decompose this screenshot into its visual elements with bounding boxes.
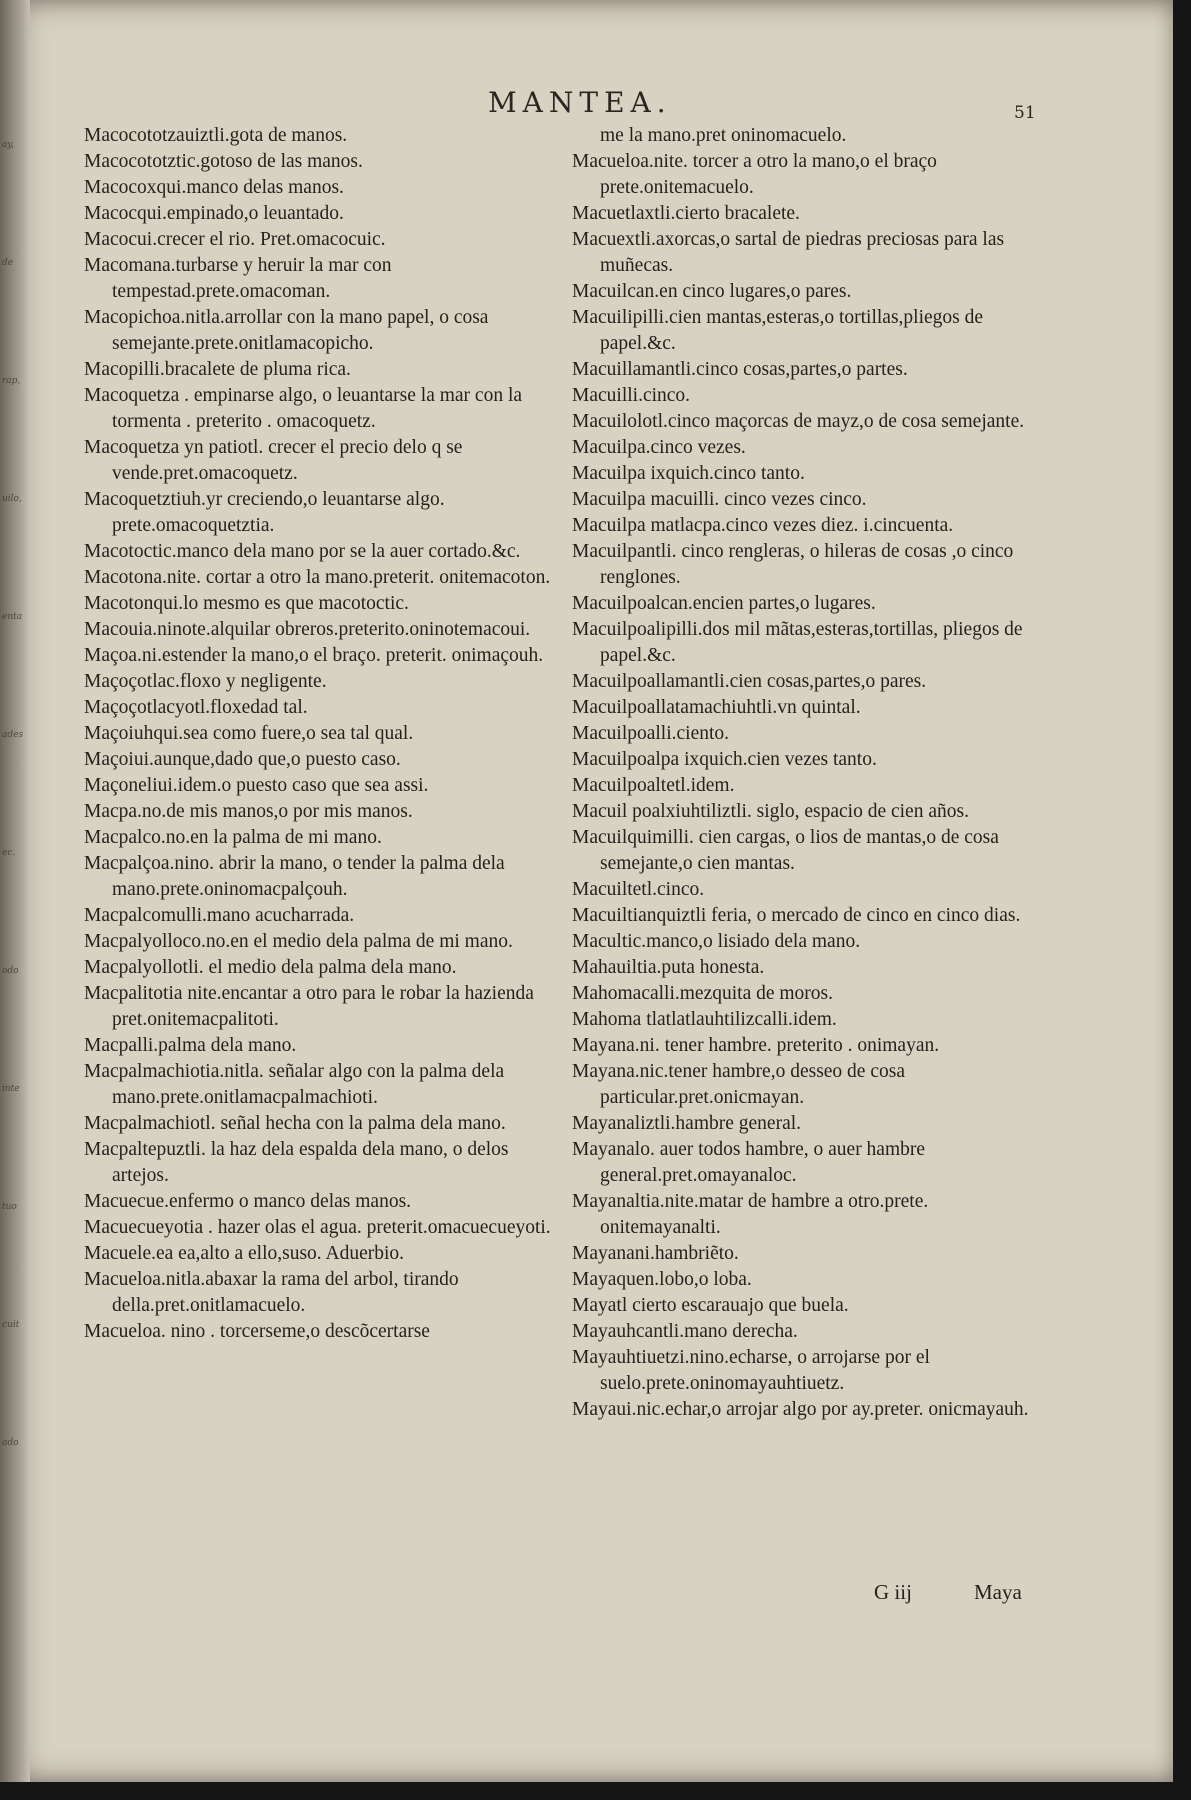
bleed-fragment: de bbox=[2, 258, 14, 268]
dictionary-entry: Macocototzauiztli.gota de manos. bbox=[84, 125, 348, 146]
bleed-fragment: ado bbox=[2, 1438, 19, 1448]
dictionary-entry: Macuetlaxtli.cierto bracalete. bbox=[572, 203, 800, 224]
dictionary-entry: Macuillamantli.cinco cosas,partes,o partes. bbox=[572, 359, 908, 380]
dictionary-entry: Macotonqui.lo mesmo es que macotoctic. bbox=[84, 593, 409, 614]
dictionary-entry: Macuilpantli. cinco rengleras, o hileras de cosas ,o cinco renglones. bbox=[572, 541, 1014, 588]
dictionary-entry: Macpalmachiotia.nitla. señalar algo con la palma dela mano.prete.onitlamacpalmachioti. bbox=[84, 1061, 505, 1108]
dictionary-entry: Mayanaliztli.hambre general. bbox=[572, 1113, 802, 1134]
dictionary-entry: Macuecueyotia . hazer olas el agua. preterit.omacuecueyoti. bbox=[84, 1217, 551, 1238]
dictionary-entry: Macueloa.nitla.abaxar la rama del arbol, tirando della.pret.onitlamacuelo. bbox=[84, 1269, 459, 1316]
dictionary-entry: Macpalçoa.nino. abrir la mano, o tender la palma dela mano.prete.oninomacpalçouh. bbox=[84, 853, 505, 900]
dictionary-entry: Macuilpoalcan.encien partes,o lugares. bbox=[572, 593, 876, 614]
dictionary-entry: Macpalyolloco.no.en el medio dela palma de mi mano. bbox=[84, 931, 513, 952]
dictionary-entry: Macueloa.nite. torcer a otro la mano,o el braço prete.onitemacuelo. bbox=[572, 151, 937, 198]
dictionary-entry: Macocoxqui.manco delas manos. bbox=[84, 177, 344, 198]
dictionary-entry: Mayaui.nic.echar,o arrojar algo por ay.preter. onicmayauh. bbox=[572, 1399, 1029, 1420]
dictionary-entry: Macuilpoallamantli.cien cosas,partes,o pares. bbox=[572, 671, 927, 692]
dictionary-entry: Mahomacalli.mezquita de moros. bbox=[572, 983, 834, 1004]
bleed-fragment: ades bbox=[2, 730, 24, 740]
bleed-fragment: enta bbox=[2, 612, 23, 622]
dictionary-entry: Mayanaltia.nite.matar de hambre a otro.prete. onitemayanalti. bbox=[572, 1191, 929, 1238]
dictionary-entry: Maçoçotlac.floxo y negligente. bbox=[84, 671, 327, 692]
dictionary-entry: Macuilpa.cinco vezes. bbox=[572, 437, 746, 458]
dictionary-entry: Mahauiltia.puta honesta. bbox=[572, 957, 765, 978]
dictionary-entry: Maçoiui.aunque,dado que,o puesto caso. bbox=[84, 749, 401, 770]
dictionary-entry: Macoquetza yn patiotl. crecer el precio delo q se vende.pret.omacoquetz. bbox=[84, 437, 463, 484]
dictionary-entry: Macopichoa.nitla.arrollar con la mano papel, o cosa semejante.prete.onitlamacopicho. bbox=[84, 307, 489, 354]
dictionary-entry: Macocototztic.gotoso de las manos. bbox=[84, 151, 363, 172]
dictionary-entry: Mayana.nic.tener hambre,o desseo de cosa particular.pret.onicmayan. bbox=[572, 1061, 905, 1108]
dictionary-entry: Macuilpa matlacpa.cinco vezes diez. i.cincuenta. bbox=[572, 515, 954, 536]
dictionary-entry: Macuilpa ixquich.cinco tanto. bbox=[572, 463, 805, 484]
dictionary-entry: Macpalitotia nite.encantar a otro para le robar la hazienda pret.onitemacpalitoti. bbox=[84, 983, 534, 1030]
bleed-fragment: ec. bbox=[2, 848, 16, 858]
bleed-fragment: inte bbox=[2, 1084, 20, 1094]
dictionary-entry: Mayana.ni. tener hambre. preterito . onimayan. bbox=[572, 1035, 940, 1056]
dictionary-entry: Macomana.turbarse y heruir la mar con tempestad.prete.omacoman. bbox=[84, 255, 392, 302]
dictionary-entry: Macuilipilli.cien mantas,esteras,o tortillas,pliegos de papel.&c. bbox=[572, 307, 984, 354]
dictionary-entry: Mayauhcantli.mano derecha. bbox=[572, 1321, 798, 1342]
dictionary-entry: Mayatl cierto escarauajo que buela. bbox=[572, 1295, 849, 1316]
dictionary-entry: Macuilolotl.cinco maçorcas de mayz,o de cosa semejante. bbox=[572, 411, 1025, 432]
dictionary-entry: Macuilli.cinco. bbox=[572, 385, 691, 406]
dictionary-entry: Macuilpa macuilli. cinco vezes cinco. bbox=[572, 489, 867, 510]
dictionary-entry: Mayanani.hambriẽto. bbox=[572, 1243, 739, 1264]
dictionary-entry: Macpalmachiotl. señal hecha con la palma dela mano. bbox=[84, 1113, 506, 1134]
dictionary-entry: Macuilpoalpa ixquich.cien vezes tanto. bbox=[572, 749, 877, 770]
dictionary-entry: Maçoa.ni.estender la mano,o el braço. preterit. onimaçouh. bbox=[84, 645, 544, 666]
bleed-fragment: uilo, bbox=[2, 494, 22, 504]
bleed-fragment: rap, bbox=[2, 376, 21, 386]
dictionary-entry: Macocui.crecer el rio. Pret.omacocuic. bbox=[84, 229, 386, 250]
dictionary-entry: Macuilpoallatamachiuhtli.vn quintal. bbox=[572, 697, 861, 718]
dictionary-entry: Macpalco.no.en la palma de mi mano. bbox=[84, 827, 382, 848]
dictionary-entry: Mayauhtiuetzi.nino.echarse, o arrojarse por el suelo.prete.oninomayauhtiuetz. bbox=[572, 1347, 930, 1394]
dictionary-entry: Macuiltetl.cinco. bbox=[572, 879, 705, 900]
bleed-fragment: ay, bbox=[2, 140, 15, 150]
dictionary-entry: Macuilcan.en cinco lugares,o pares. bbox=[572, 281, 852, 302]
dictionary-entry: Macuiltianquiztli feria, o mercado de cinco en cinco dias. bbox=[572, 905, 1021, 926]
dictionary-entry: Macpaltepuztli. la haz dela espalda dela mano, o delos artejos. bbox=[84, 1139, 509, 1186]
dictionary-entry: Macotoctic.manco dela mano por se la auer cortado.&c. bbox=[84, 541, 521, 562]
dictionary-entry: Maçoçotlacyotl.floxedad tal. bbox=[84, 697, 308, 718]
bleed-fragment: odo bbox=[2, 966, 19, 976]
dictionary-entry: Macpalli.palma dela mano. bbox=[84, 1035, 297, 1056]
dictionary-entry: Macpalyollotli. el medio dela palma dela mano. bbox=[84, 957, 457, 978]
dictionary-entry: Macuilpoalipilli.dos mil mãtas,esteras,tortillas, pliegos de papel.&c. bbox=[572, 619, 1023, 666]
dictionary-entry: Macuil poalxiuhtiliztli. siglo, espacio de cien años. bbox=[572, 801, 969, 822]
dictionary-entry: Macuilpoalli.ciento. bbox=[572, 723, 730, 744]
left-column bbox=[84, 123, 562, 1345]
catchword: Maya bbox=[974, 1580, 1022, 1604]
dictionary-entry: me la mano.pret oninomacuelo. bbox=[600, 125, 847, 146]
dictionary-entry: Macuecue.enfermo o manco delas manos. bbox=[84, 1191, 412, 1212]
dictionary-entry: Macueloa. nino . torcerseme,o descõcertarse bbox=[84, 1321, 430, 1342]
dictionary-entry: Macpa.no.de mis manos,o por mis manos. bbox=[84, 801, 413, 822]
dictionary-entry: Macpalcomulli.mano acucharrada. bbox=[84, 905, 355, 926]
dictionary-entry: Macouia.ninote.alquilar obreros.preterito.oninotemacoui. bbox=[84, 619, 531, 640]
dictionary-entry: Macuilquimilli. cien cargas, o lios de mantas,o de cosa semejante,o cien mantas. bbox=[572, 827, 999, 874]
dictionary-entry: Mayaquen.lobo,o loba. bbox=[572, 1269, 752, 1290]
dictionary-entry: Macocqui.empinado,o leuantado. bbox=[84, 203, 344, 224]
dictionary-entry: Mahoma tlatlatlauhtilizcalli.idem. bbox=[572, 1009, 837, 1030]
dictionary-entry: Macopilli.bracalete de pluma rica. bbox=[84, 359, 351, 380]
bleed-fragment: cuit bbox=[2, 1320, 20, 1330]
signature-mark: G iij bbox=[874, 1580, 912, 1604]
dictionary-entry: Macoquetztiuh.yr creciendo,o leuantarse algo. prete.omacoquetztia. bbox=[84, 489, 445, 536]
dictionary-entry: Macotona.nite. cortar a otro la mano.preterit. onitemacoton. bbox=[84, 567, 551, 588]
dictionary-entry: Macuele.ea ea,alto a ello,suso. Aduerbio. bbox=[84, 1243, 405, 1264]
dictionary-entry: Macoquetza . empinarse algo, o leuantarse la mar con la tormenta . preterito . omacoquetz. bbox=[84, 385, 523, 432]
dictionary-entry: Macuilpoaltetl.idem. bbox=[572, 775, 735, 796]
dictionary-entry: Macuextli.axorcas,o sartal de piedras preciosas para las muñecas. bbox=[572, 229, 1005, 276]
dictionary-entry: Macultic.manco,o lisiado dela mano. bbox=[572, 931, 861, 952]
right-column bbox=[572, 123, 1050, 1423]
dictionary-entry: Maçoiuhqui.sea como fuere,o sea tal qual. bbox=[84, 723, 414, 744]
running-head: MANTEA. bbox=[488, 86, 672, 119]
dictionary-entry: Mayanalo. auer todos hambre, o auer hambre general.pret.omayanaloc. bbox=[572, 1139, 926, 1186]
page-number: 51 bbox=[1014, 103, 1036, 123]
bleed-fragment: tuo bbox=[2, 1202, 17, 1212]
dictionary-entry: Maçoneliui.idem.o puesto caso que sea assi. bbox=[84, 775, 429, 796]
